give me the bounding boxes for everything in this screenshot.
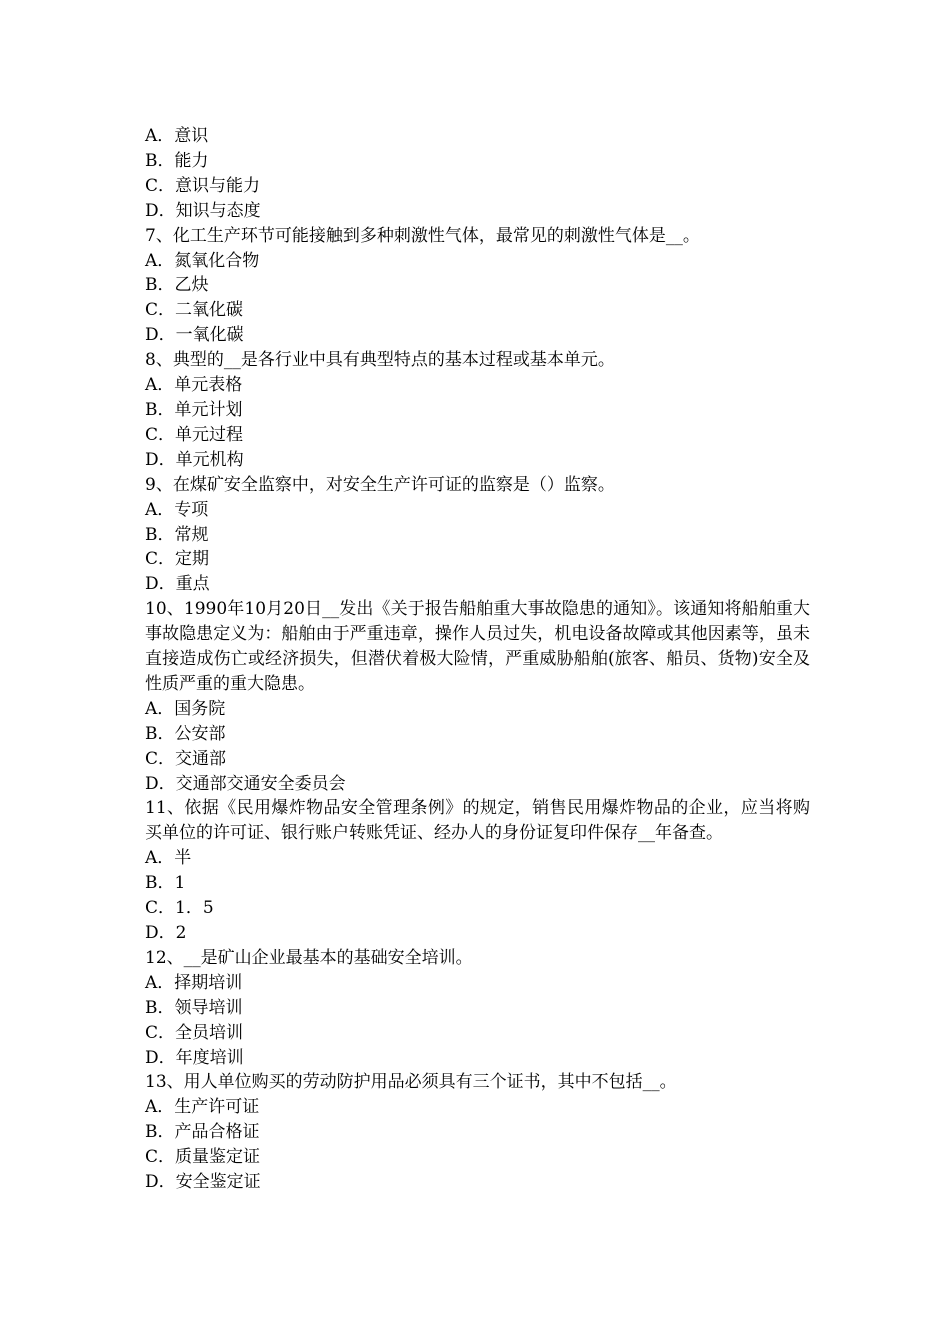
answer-option: D．重点 [145,574,210,595]
answer-option: B．常规 [145,524,209,545]
answer-option: D．交通部交通安全委员会 [145,773,346,794]
answer-option: C．1．5 [145,898,214,919]
answer-option: D．2 [145,923,187,943]
answer-option: A．专项 [145,499,209,520]
question-text: 9、在煤矿安全监察中，对安全生产许可证的监察是（）监察。 [145,474,615,495]
answer-option: A．单元表格 [145,375,243,396]
question-text: 13、用人单位购买的劳动防护用品必须具有三个证书，其中不包括__。 [145,1072,677,1093]
answer-option: B．乙炔 [145,275,209,296]
answer-option: A．生产许可证 [145,1097,260,1118]
answer-option: D．单元机构 [145,449,244,470]
question-text: 10、1990年10月20日__发出《关于报告船舶重大事故隐患的通知》。该通知将船舶重大事故隐患定义为：船舶由于严重违章，操作人员过失，机电设备故障或其他因素等，虽未直接造成伤亡或经济损失，但潜伏着极大险情，严重威胁船舶(旅客、船员、货物)安全及性质严重的重大隐患。 [145,599,810,694]
answer-option: C．二氧化碳 [145,300,244,321]
answer-option: C．意识与能力 [145,175,261,196]
answer-option: D．年度培训 [145,1047,244,1068]
question-text: 8、典型的__是各行业中具有典型特点的基本过程或基本单元。 [145,350,615,371]
question-text: 11、依据《民用爆炸物品安全管理条例》的规定，销售民用爆炸物品的企业，应当将购买单位的许可证、银行账户转账凭证、经办人的身份证复印件保存__年备查。 [145,798,810,844]
answer-option: A．国务院 [145,698,226,719]
answer-option: C．质量鉴定证 [145,1147,261,1168]
answer-option: C．单元过程 [145,424,244,445]
answer-option: C．交通部 [145,748,227,769]
answer-option: B．产品合格证 [145,1122,260,1143]
answer-option: B．单元计划 [145,399,243,420]
answer-option: A．氮氧化合物 [145,250,260,271]
answer-option: B．领导培训 [145,997,243,1018]
answer-option: B．能力 [145,150,209,171]
question-text: 12、__是矿山企业最基本的基础安全培训。 [145,947,473,968]
answer-option: D．知识与态度 [145,200,261,221]
answer-option: A．意识 [145,126,209,146]
answer-option: D．一氧化碳 [145,325,244,346]
answer-option: C．全员培训 [145,1022,244,1043]
document-page [145,124,810,1195]
answer-option: B．1 [145,873,186,894]
answer-option: D．安全鉴定证 [145,1172,261,1193]
question-text: 7、化工生产环节可能接触到多种刺激性气体，最常见的刺激性气体是__。 [145,225,700,246]
answer-option: A．择期培训 [145,972,243,993]
answer-option: B．公安部 [145,723,226,744]
answer-option: A．半 [145,848,192,869]
answer-option: C．定期 [145,549,210,570]
